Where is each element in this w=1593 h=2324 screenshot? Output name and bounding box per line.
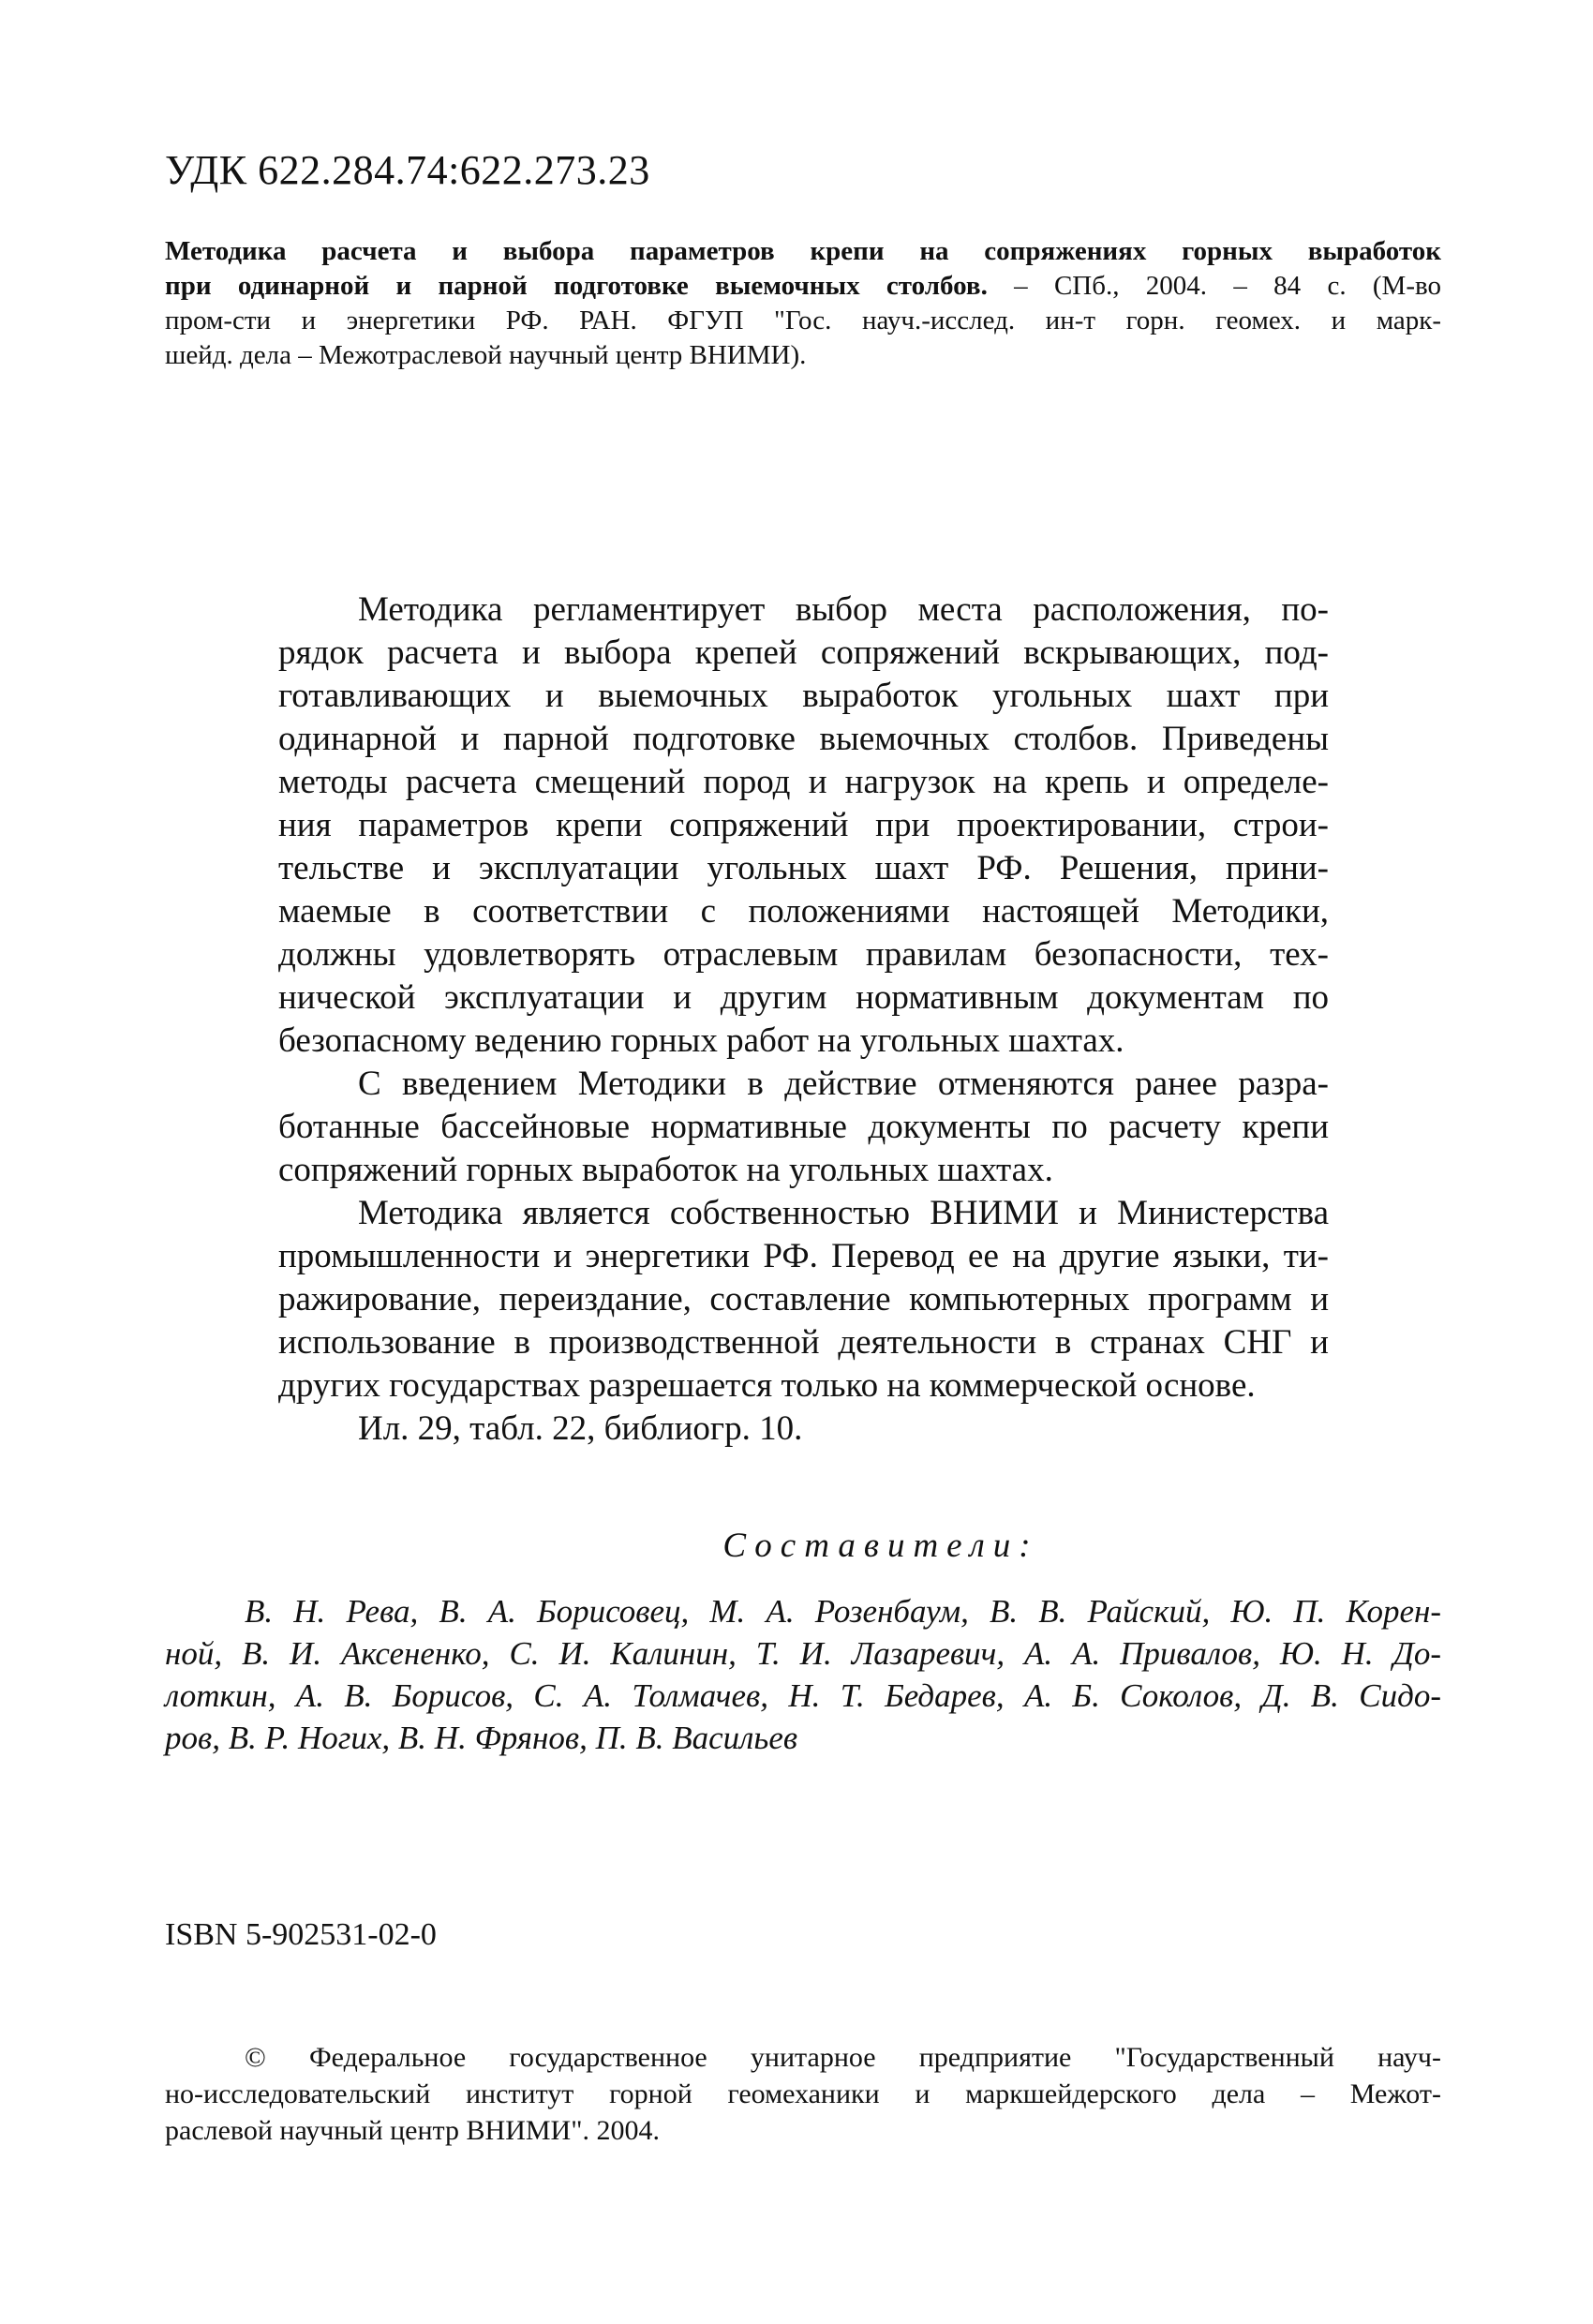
- abstract-line: маемые в соответствии с положениями настоящей Методики,: [278, 892, 1329, 931]
- biblio-title: Методика расчета и выбора параметров крепи на сопряжениях горных выработок: [165, 236, 1441, 266]
- abstract-line: безопасному ведению горных работ на угольных шахтах.: [278, 1021, 1124, 1060]
- compilers-line: ров, В. Р. Ногих, В. Н. Фрянов, П. В. Васильев: [165, 1720, 798, 1756]
- compilers-list: [165, 1590, 1441, 1759]
- copyright-line: но-исследовательский институт горной геомеханики и маркшейдерского дела – Межот-: [165, 2078, 1441, 2109]
- abstract-line: Методика является собственностью ВНИМИ и Министерства: [358, 1194, 1329, 1232]
- biblio-line: [165, 269, 1441, 304]
- udc-code: УДК 622.284.74:622.273.23: [165, 147, 650, 193]
- copyright-line: раслевой научный центр ВНИМИ". 2004.: [165, 2115, 660, 2146]
- biblio-title: при одинарной и парной подготовке выемочных столбов.: [165, 271, 988, 301]
- abstract-line: должны удовлетворять отраслевым правилам безопасности, тех-: [278, 935, 1329, 974]
- abstract-line: Методика регламентирует выбор места расположения, по-: [358, 590, 1329, 629]
- biblio-line: пром-сти и энергетики РФ. РАН. ФГУП "Гос. науч.-исслед. ин-т горн. геомех. и марк-: [165, 305, 1441, 335]
- abstract-line: рядок расчета и выбора крепей сопряжений вскрывающих, под-: [278, 633, 1329, 672]
- abstract-line: ражирование, переиздание, составление компьютерных программ и: [278, 1280, 1329, 1318]
- abstract-line: С введением Методики в действие отменяются ранее разра-: [358, 1065, 1329, 1103]
- compilers-line: ной, В. И. Аксененко, С. И. Калинин, Т. И. Лазаревич, А. А. Привалов, Ю. Н. До-: [165, 1635, 1441, 1672]
- biblio-publication-info: – СПб., 2004. – 84 с. (М-во: [987, 271, 1441, 301]
- biblio-line: шейд. дела – Межотраслевой научный центр ВНИМИ).: [165, 340, 807, 370]
- compilers-line: В. Н. Рева, В. А. Борисовец, М. А. Розенбаум, В. В. Райский, Ю. П. Корен-: [245, 1593, 1441, 1630]
- compilers-line: лоткин, А. В. Борисов, С. А. Толмачев, Н. Т. Бедарев, А. Б. Соколов, Д. В. Сидо-: [165, 1677, 1441, 1714]
- abstract-line: тельстве и эксплуатации угольных шахт РФ. Решения, прини-: [278, 849, 1329, 887]
- abstract: [278, 588, 1329, 1451]
- bibliographic-description: [165, 234, 1441, 373]
- compilers-heading: Составители:: [722, 1527, 1039, 1565]
- abstract-line: одинарной и парной подготовке выемочных столбов. Приведены: [278, 720, 1329, 758]
- copyright-line: © Федеральное государственное унитарное предприятие "Государственный науч-: [245, 2042, 1441, 2073]
- abstract-line: других государствах разрешается только на коммерческой основе.: [278, 1366, 1256, 1405]
- abstract-line: Ил. 29, табл. 22, библиогр. 10.: [358, 1409, 803, 1448]
- abstract-line: готавливающих и выемочных выработок угольных шахт при: [278, 677, 1329, 715]
- abstract-line: методы расчета смещений пород и нагрузок на крепь и определе-: [278, 763, 1329, 801]
- copyright-notice: [165, 2039, 1441, 2149]
- isbn: ISBN 5-902531-02-0: [165, 1917, 437, 1952]
- biblio-line: [165, 234, 1441, 269]
- abstract-line: ботанные бассейновые нормативные документы по расчету крепи: [278, 1108, 1329, 1146]
- abstract-line: использование в производственной деятельности в странах СНГ и: [278, 1323, 1329, 1362]
- abstract-line: ния параметров крепи сопряжений при проектировании, строи-: [278, 806, 1329, 844]
- abstract-line: сопряжений горных выработок на угольных шахтах.: [278, 1151, 1053, 1189]
- abstract-line: промышленности и энергетики РФ. Перевод ее на другие языки, ти-: [278, 1237, 1329, 1275]
- abstract-line: нической эксплуатации и другим нормативным документам по: [278, 978, 1329, 1017]
